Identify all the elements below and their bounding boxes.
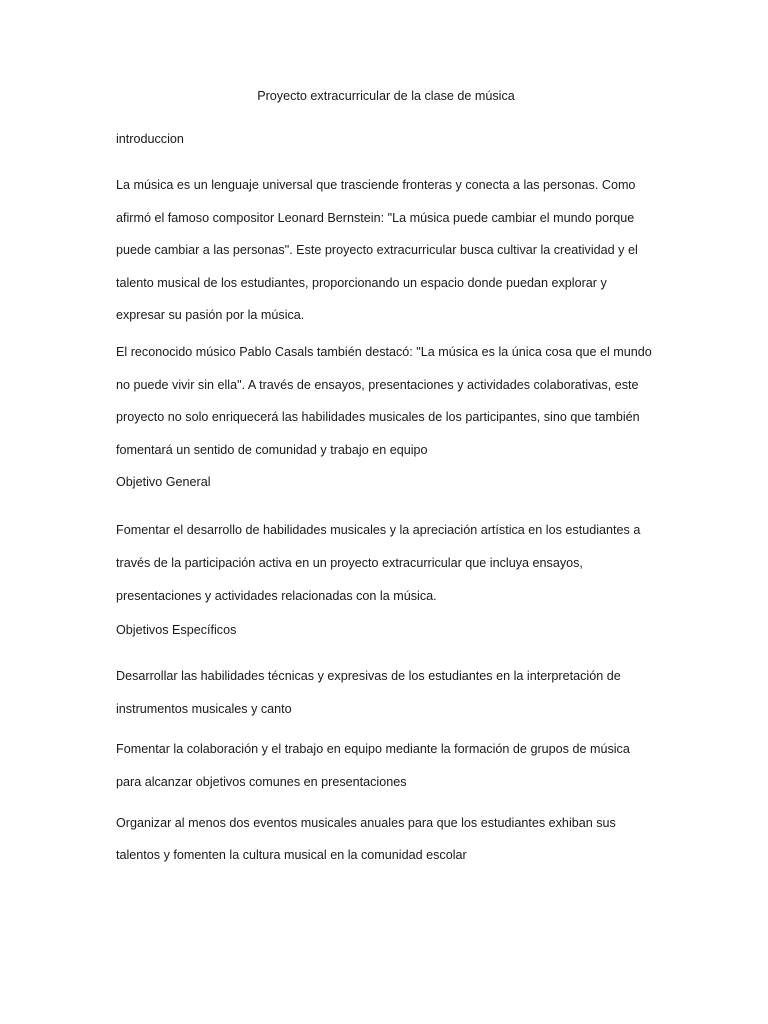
intro-paragraph-2: El reconocido músico Pablo Casals también destacó: "La música es la única cosa que el mundo no puede vivir sin ella". A través de ensayos, presentaciones y actividades colaborativas, este proyecto no solo enriquecerá las habilidades musicales de los participantes, sino que también fomentará un sentido de comunidad y trabajo en equipo	[116, 344, 652, 457]
specific-objective-item: Organizar al menos dos eventos musicales anuales para que los estudiantes exhiban sus talentos y fomenten la cultura musical en la comunidad escolar	[116, 815, 616, 863]
specific-objective-item: Desarrollar las habilidades técnicas y expresivas de los estudiantes en la interpretación de instrumentos musicales y canto	[116, 669, 621, 716]
intro-paragraph-1: La música es un lenguaje universal que trasciende fronteras y conecta a las personas. Como afirmó el famoso compositor Leonard Bernstein: "La música puede cambiar el mundo porque puede cambiar a las personas". Este proyecto extracurricular busca cultivar la creatividad y el talento musical de los estudiantes, proporcionando un espacio donde puedan explorar y expresar su pasión por la música.	[116, 178, 638, 323]
general-objective-heading: Objetivo General	[116, 475, 211, 490]
intro-heading: introduccion	[116, 132, 184, 146]
general-objective-paragraph: Fomentar el desarrollo de habilidades musicales y la apreciación artística en los estudiantes a través de la participación activa en un proyecto extracurricular que incluya ensayos, presentaciones y actividades relacionadas con la música.	[116, 523, 641, 603]
document-body	[116, 86, 656, 878]
specific-objective-item: Fomentar la colaboración y el trabajo en equipo mediante la formación de grupos de música para alcanzar objetivos comunes en presentaciones	[116, 742, 630, 789]
document-title: Proyecto extracurricular de la clase de música	[257, 89, 515, 103]
specific-objectives-heading: Objetivos Específicos	[116, 623, 237, 638]
